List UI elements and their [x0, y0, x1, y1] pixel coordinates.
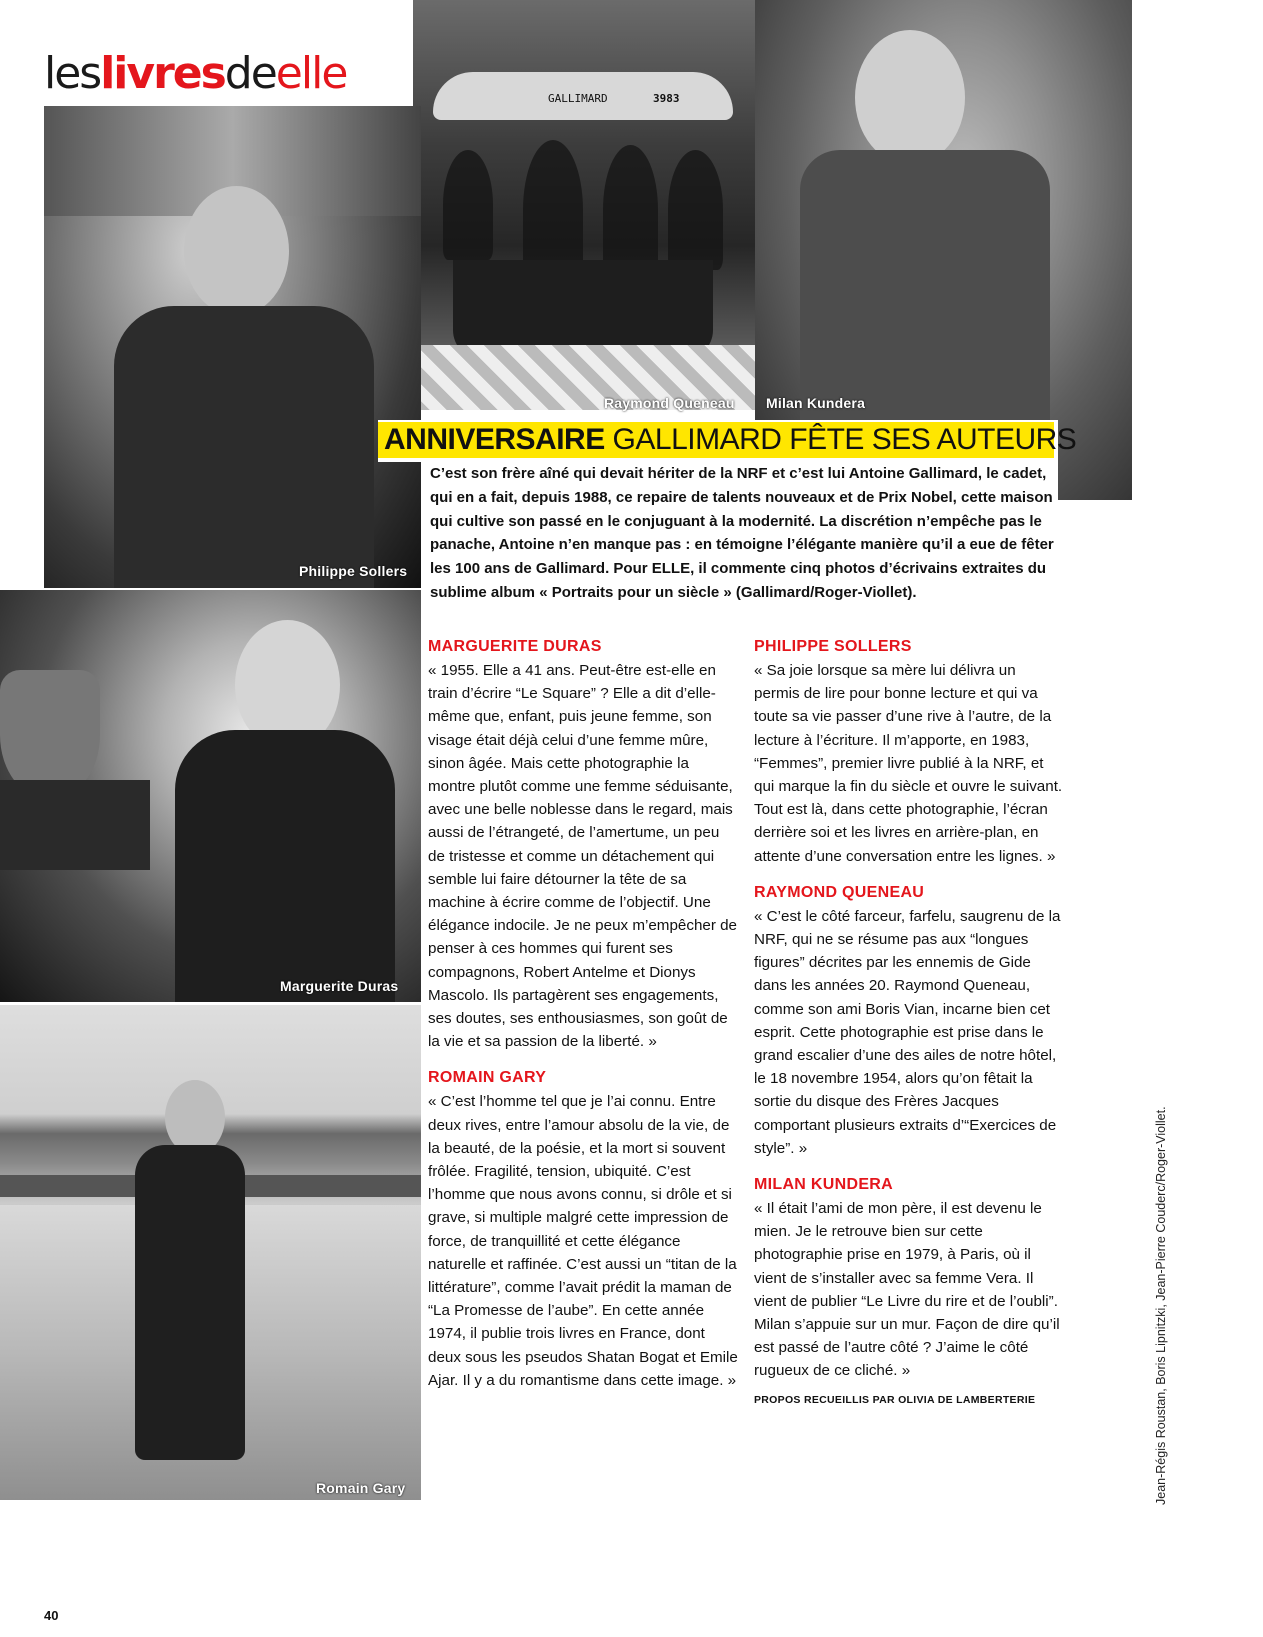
- portrait-head: [165, 1080, 225, 1155]
- caption-milan-kundera: Milan Kundera: [766, 395, 866, 411]
- byline: PROPOS RECUEILLIS PAR OLIVIA DE LAMBERTERIE: [754, 1393, 1036, 1406]
- paragraph-marguerite-duras: « 1955. Elle a 41 ans. Peut-être est-elle en train d’écrire “Le Square” ? Elle a dit d’elle-même que, enfant, puis jeune femme, son visage était déjà celui d’une femme mûre, sinon âgée. Mais cette photographie la montre plutôt comme une femme séduisante, avec une belle noblesse dans le regard, mais aussi de l’étrangeté, de l’amertume, un peu de tristesse et comme un détachement qui semble lui faire détourner la tête de sa machine à écrire comme de l’objectif. Une élégance indocile. Je ne peux m’empêcher de penser à ces hommes qui furent ses compagnons, Robert Antelme et Dionys Mascolo. Ils partagèrent ses engagements, ses doutes, ses enthousiasmes, son goût de la vie et sa passion de la liberté. »: [428, 662, 738, 1051]
- portrait-head: [184, 186, 289, 316]
- photo-philippe-sollers: [44, 106, 421, 588]
- page-number: 40: [44, 1608, 59, 1623]
- caption-philippe-sollers: Philippe Sollers: [299, 563, 408, 579]
- caption-romain-gary: Romain Gary: [316, 1480, 406, 1496]
- photo-romain-gary: [0, 1005, 421, 1500]
- title-main: GALLIMARD FÊTE SES AUTEURS: [604, 423, 1077, 456]
- logo-elle: elle: [275, 48, 347, 99]
- figure: [668, 150, 723, 270]
- logo-de: de: [224, 48, 276, 99]
- text-column-left: [428, 636, 740, 1406]
- portrait-body: [114, 306, 374, 588]
- figure: [443, 150, 493, 260]
- tram-number: 3983: [653, 92, 680, 105]
- photo-marguerite-duras: [0, 590, 421, 1002]
- typewriter: [0, 780, 150, 870]
- figure: [603, 145, 658, 275]
- paragraph-milan-kundera: « Il était l’ami de mon père, il est devenu le mien. Je le retrouve bien sur cette photographie prise en 1979, à Paris, où il vient de s’installer avec sa femme Vera. Il vient de publier “Le Livre du rire et de l’oubli”. Milan s’appuie sur un mur. Façon de dire qu’il est passé de l’autre côté ? J’aime le côté rugueux de ce cliché. »: [754, 1200, 1060, 1380]
- paragraph-raymond-queneau: « C’est le côté farceur, farfelu, saugrenu de la NRF, qui ne se résume pas aux “longues figures” décrites par les ennemis de Gide dans les années 20. Raymond Queneau, comme son ami Boris Vian, incarne bien cet esprit. Cette photographie est prise dans le grand escalier d’une des ailes de notre hôtel, le 18 novembre 1954, alors qu’on fêtait la sortie du disque des Frères Jacques comportant plusieurs extraits d’“Exercices de style”. »: [754, 907, 1061, 1157]
- figure: [523, 140, 583, 280]
- logo-livres: livres: [100, 48, 225, 99]
- text-column-right: [754, 636, 1064, 1412]
- heading-raymond-queneau: RAYMOND QUENEAU: [754, 883, 925, 901]
- heading-milan-kundera: MILAN KUNDERA: [754, 1176, 894, 1194]
- heading-romain-gary: ROMAIN GARY: [428, 1069, 547, 1087]
- heading-philippe-sollers: PHILIPPE SOLLERS: [754, 638, 912, 655]
- caption-marguerite-duras: Marguerite Duras: [280, 978, 399, 994]
- tram-sign: GALLIMARD: [548, 92, 608, 105]
- photo-raymond-queneau: [413, 0, 755, 410]
- article-intro: C’est son frère aîné qui devait hériter de la NRF et c’est lui Antoine Gallimard, le cadet, qui en a fait, depuis 1988, ce repaire de talents nouveaux et de Prix Nobel, cette maison qui cultive son passé en le conjuguant à la modernité. La discrétion n’empêche pas le panache, Antoine n’en manque pas : en témoigne l’élégante manière qu’il a eue de fêter les 100 ans de Gallimard. Pour ELLE, il commente cinq photos d’écrivains extraites du sublime album « Portraits pour un siècle » (Gallimard/Roger-Viollet).: [430, 465, 1054, 601]
- section-logo: [44, 48, 347, 99]
- portrait-head: [855, 30, 965, 165]
- caption-raymond-queneau: Raymond Queneau: [604, 395, 735, 411]
- title-kicker: ANNIVERSAIRE: [384, 423, 605, 456]
- photo-credits: [1150, 1095, 1180, 1505]
- heading-marguerite-duras: MARGUERITE DURAS: [428, 638, 602, 655]
- portrait-body: [175, 730, 395, 1002]
- portrait-body: [135, 1145, 245, 1460]
- logo-les: les: [44, 48, 101, 99]
- paragraph-philippe-sollers: « Sa joie lorsque sa mère lui délivra un permis de lire pour bonne lecture et qui va toute sa vie passer d’une rive à l’autre, de la lecture à l’écriture. Il m’apporte, en 1983, “Femmes”, premier livre publié à la NRF, et qui marque la fin du siècle et ouvre le suivant. Tout est là, dans cette photographie, l’écran derrière soi et les livres en arrière-plan, en attente d’une conversation entre les lignes. »: [754, 662, 1063, 865]
- article-title: [384, 421, 1076, 459]
- photo-credits-text: Jean-Régis Roustan, Boris Lipnitzki, Jean-Pierre Couderc/Roger-Viollet.: [1154, 1106, 1168, 1505]
- paragraph-romain-gary: « C’est l’homme tel que je l’ai connu. Entre deux rives, entre l’amour absolu de la vie, de la beauté, de la poésie, et la mort si souvent frôlée. Fragilité, tension, ubiquité. C’est l’homme que nous avons connu, si drôle et si grave, si multiple malgré cette impression de force, de tranquillité et cette élégance naturelle et raffinée. C’est aussi un “titan de la littérature”, comme l’avait prédit la maman de “La Promesse de l’aube”. En cette année 1974, il publie trois livres en France, dont deux sous les pseudos Shatan Bogat et Emile Ajar. Il y a du romantisme dans cette image. »: [428, 1093, 738, 1389]
